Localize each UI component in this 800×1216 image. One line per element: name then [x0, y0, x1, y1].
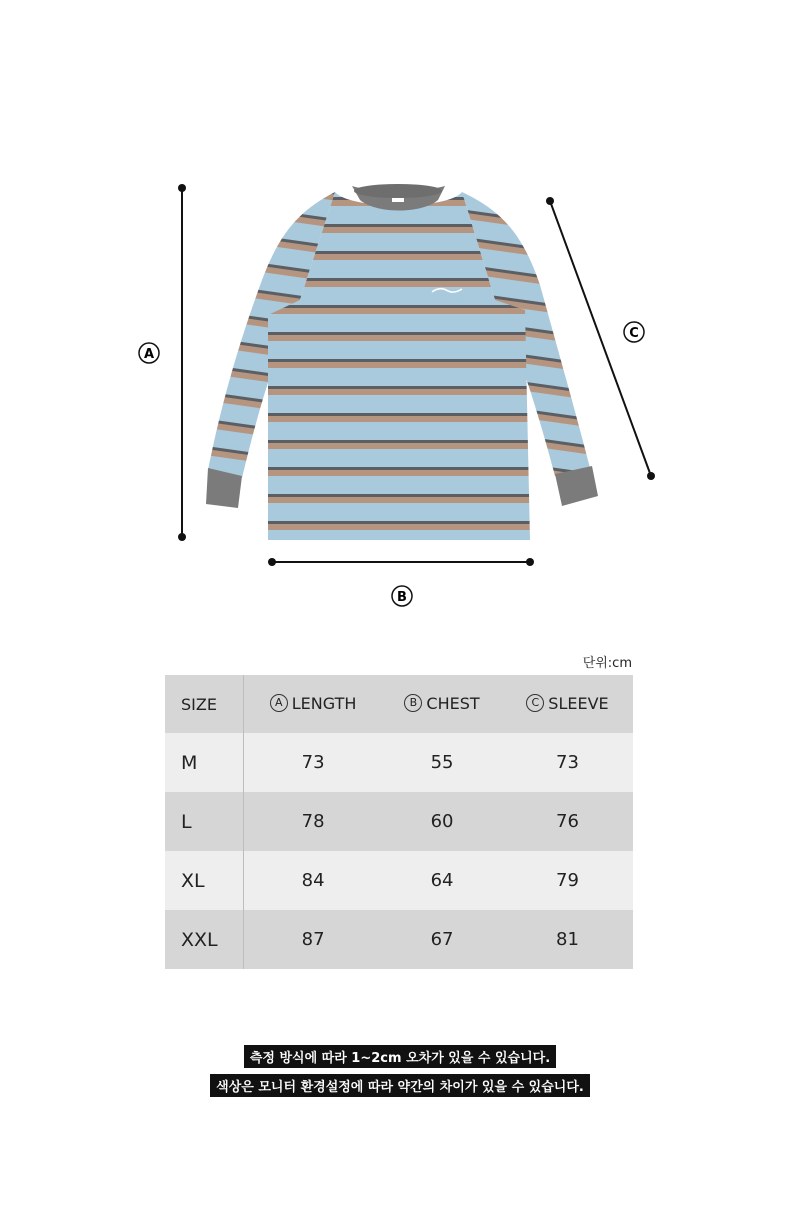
- header-size: SIZE: [165, 675, 244, 733]
- size-table: [165, 675, 633, 969]
- header-sleeve: C SLEEVE: [502, 675, 633, 733]
- length-cell: 87: [244, 910, 383, 969]
- table-header-row: [165, 675, 633, 733]
- length-cell: 73: [244, 733, 383, 792]
- table-row: [165, 792, 633, 851]
- neck-label: [392, 198, 404, 202]
- measure-dot: [546, 197, 554, 205]
- neck-opening: [354, 184, 442, 198]
- measure-dot: [647, 472, 655, 480]
- measure-dot: [526, 558, 534, 566]
- circle-letter-b: B: [404, 694, 422, 712]
- header-length: A LENGTH: [244, 675, 383, 733]
- header-chest: B CHEST: [382, 675, 502, 733]
- size-cell: M: [165, 733, 244, 792]
- chest-cell: 60: [382, 792, 502, 851]
- sleeve-cell: 79: [502, 851, 633, 910]
- table-row: [165, 733, 633, 792]
- chest-cell: 55: [382, 733, 502, 792]
- label-c-text: C: [629, 326, 639, 341]
- size-cell: XL: [165, 851, 244, 910]
- length-cell: 78: [244, 792, 383, 851]
- circle-letter-c: C: [526, 694, 544, 712]
- size-cell: XXL: [165, 910, 244, 969]
- measure-dot: [268, 558, 276, 566]
- table-row: [165, 851, 633, 910]
- measure-dot: [178, 533, 186, 541]
- unit-label: 단위:cm: [582, 656, 632, 671]
- label-a-text: A: [143, 347, 155, 362]
- note-measurement: 측정 방식에 따라 1~2cm 오차가 있을 수 있습니다.: [244, 1045, 556, 1068]
- circle-letter-a: A: [270, 694, 288, 712]
- table-row: [165, 910, 633, 969]
- sleeve-cell: 73: [502, 733, 633, 792]
- chest-cell: 64: [382, 851, 502, 910]
- length-cell: 84: [244, 851, 383, 910]
- notes-block: [0, 1045, 800, 1103]
- label-b-text: B: [397, 590, 407, 605]
- size-cell: L: [165, 792, 244, 851]
- sleeve-cell: 76: [502, 792, 633, 851]
- note-color: 색상은 모니터 환경설정에 따라 약간의 차이가 있을 수 있습니다.: [210, 1074, 590, 1097]
- sleeve-cell: 81: [502, 910, 633, 969]
- measure-dot: [178, 184, 186, 192]
- chest-cell: 67: [382, 910, 502, 969]
